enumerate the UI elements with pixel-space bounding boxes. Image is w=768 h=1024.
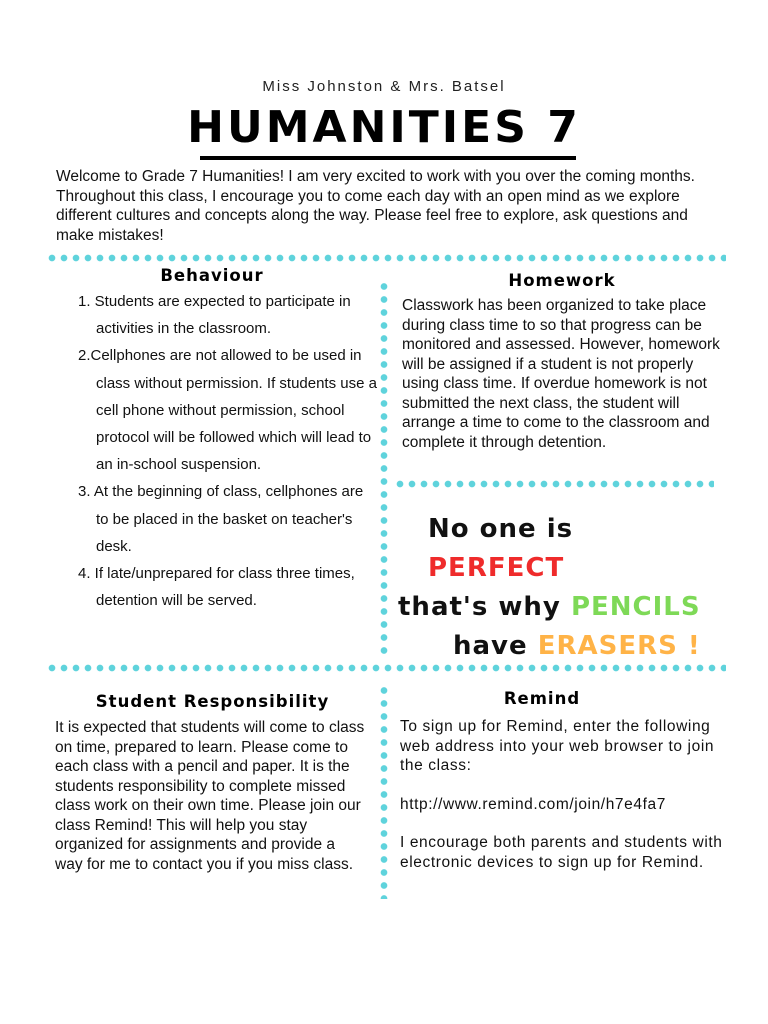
behaviour-heading: Behaviour [160,266,264,285]
list-item: 1. Students are expected to participate in activities in the classroom. [78,293,351,338]
homework-text: Classwork has been organized to take place during class time to so that progress can be monitored and assessed. However, homework will be assigned if a student is not properly using class time. If overdue homework is not submitted the next class, the student will arrange a time to come to the classroom and complete it through detention. [402,297,720,451]
motivational-quote [398,510,718,666]
teachers-names: Miss Johnston & Mrs. Batsel [262,78,506,95]
quote-line-2 [398,588,718,627]
quote-text: No one is [428,514,574,544]
quote-text: have [453,631,538,661]
remind-url[interactable]: http://www.remind.com/join/h7e4fa7 [400,796,666,813]
quote-text: that's why [398,592,571,622]
list-item: 2.Cellphones are not allowed to be used in class without permission. If students use a cell phone without permission, school protocol will be followed which will lead to an in-school suspension. [78,347,377,474]
homework-heading: Homework [508,271,616,290]
remind-encouragement: I encourage both parents and students with electronic devices to sign up for Remind. [400,834,723,871]
responsibility-heading: Student Responsibility [95,692,330,711]
behaviour-list [78,288,378,614]
title-underline [200,156,576,160]
quote-highlight-erasers: ERASERS ! [537,631,701,661]
quote-line-1 [398,510,718,588]
list-item: 4. If late/unprepared for class three times, detention will be served. [78,565,355,610]
quote-highlight-perfect: PERFECT [428,553,565,583]
remind-instructions: To sign up for Remind, enter the following web address into your web browser to join the class: [400,718,715,774]
quote-line-3 [398,627,718,666]
top-dotted-divider [46,254,726,262]
right-middle-dotted-divider [394,480,714,488]
lower-vertical-dotted-divider [380,684,388,899]
responsibility-text: It is expected that students will come to class on time, prepared to learn. Please come to each class with a pencil and paper. It is the students responsibility to complete missed class work on their own time. Please join our class Remind! This will help you stay organized for assignments and provide a way for me to contact you if you miss class. [55,719,365,873]
upper-vertical-dotted-divider [380,280,388,660]
remind-heading: Remind [503,689,581,708]
list-item: 3. At the beginning of class, cellphones are to be placed in the basket on teacher's desk. [78,483,364,555]
page-title: HUMANITIES 7 [187,102,581,153]
quote-highlight-pencils: PENCILS [570,592,701,622]
intro-paragraph: Welcome to Grade 7 Humanities! I am very excited to work with you over the coming months. Throughout this class, I encourage you to come each day with an open mind as we explore different cultures and concepts along the way. Please feel free to explore, ask questions and make mistakes! [56,168,695,244]
